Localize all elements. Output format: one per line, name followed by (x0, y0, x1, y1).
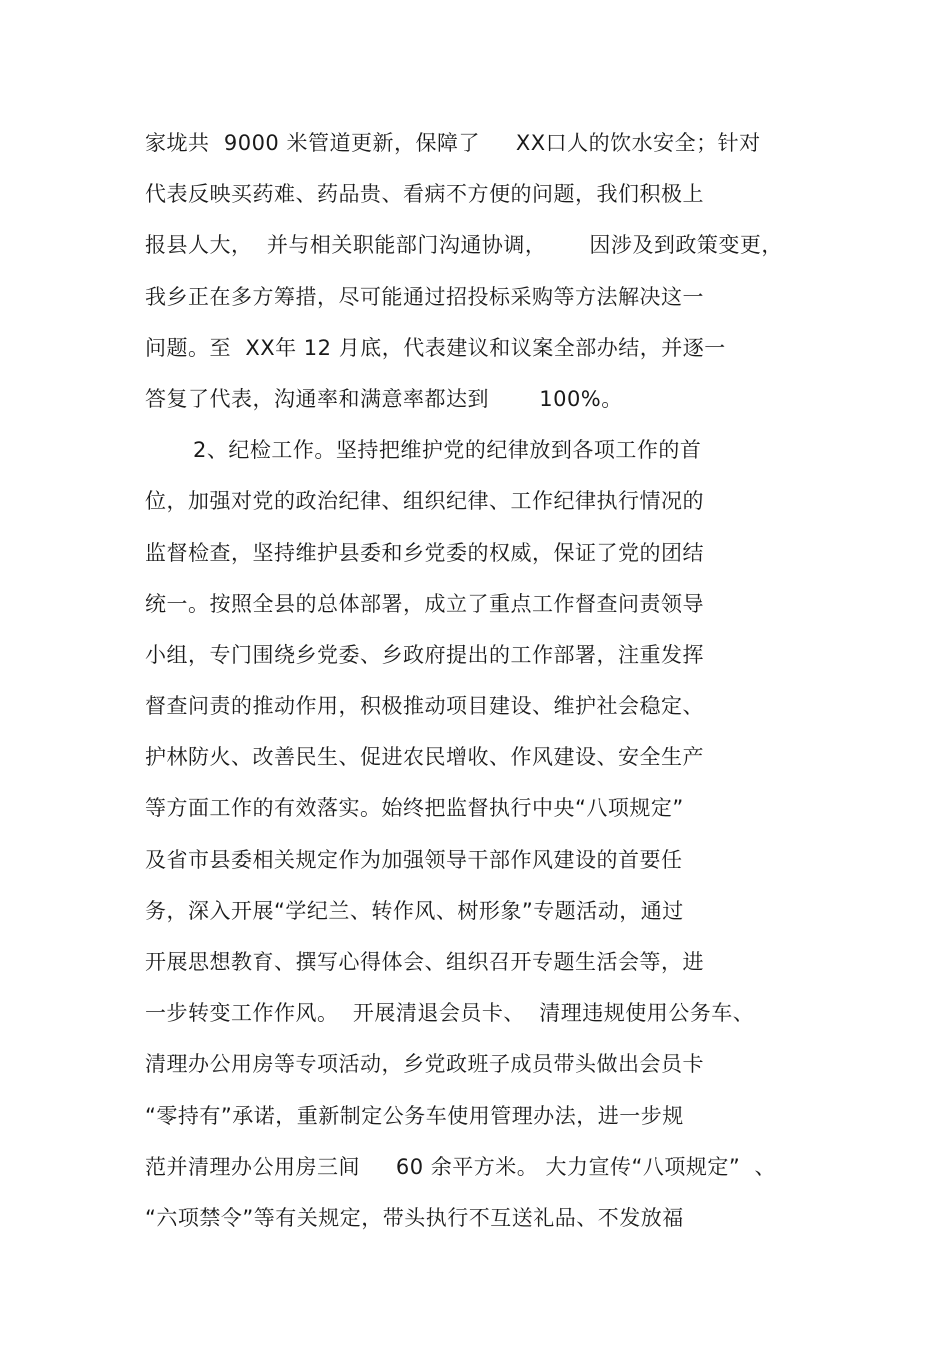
text-line: 监督检查，坚持维护县委和乡党委的权威，保证了党的团结 (145, 540, 704, 565)
text-line: 家垅共 9000 米管道更新，保障了 XX口人的饮水安全；针对 (145, 131, 761, 155)
text-line: 我乡正在多方筹措，尽可能通过招投标采购等方法解决这一 (145, 284, 704, 309)
text-line: 等方面工作的有效落实。始终把监督执行中央“八项规定” (145, 796, 684, 821)
text-line: 护林防火、改善民生、促进农民增收、作风建设、安全生产 (145, 745, 704, 770)
text-line: 清理办公用房等专项活动，乡党政班子成员带头做出会员卡 (145, 1052, 704, 1077)
body-text (145, 118, 825, 1244)
text-line: 一步转变工作作风。 开展清退会员卡、 清理违规使用公务车、 (145, 1001, 755, 1026)
text-line: 代表反映买药难、药品贵、看病不方便的问题，我们积极上 (145, 182, 704, 207)
section-heading-line: 2、纪检工作。坚持把维护党的纪律放到各项工作的首 (193, 438, 702, 463)
text-line: 范并清理办公用房三间 60 余平方米。 大力宣传“八项规定” 、 (145, 1154, 777, 1179)
text-line: 统一。按照全县的总体部署，成立了重点工作督查问责领导 (145, 591, 704, 616)
text-line: 开展思想教育、撰写心得体会、组织召开专题生活会等，进 (145, 950, 704, 974)
text-line: 位，加强对党的政治纪律、组织纪律、工作纪律执行情况的 (145, 489, 704, 514)
text-line: 督查问责的推动作用，积极推动项目建设、维护社会稳定、 (145, 694, 704, 719)
text-line: 问题。至 XX年 12 月底，代表建议和议案全部办结，并逐一 (145, 335, 726, 360)
text-line: “零持有”承诺，重新制定公务车使用管理办法，进一步规 (145, 1103, 684, 1128)
text-line: 及省市县委相关规定作为加强领导干部作风建设的首要任 (145, 847, 683, 872)
text-line: 务，深入开展“学纪兰、转作风、树形象”专题活动，通过 (145, 898, 684, 923)
text-line: 小组，专门围绕乡党委、乡政府提出的工作部署，注重发挥 (145, 642, 704, 667)
text-line: 报县人大， 并与相关职能部门沟通协调， 因涉及到政策变更， (145, 233, 783, 258)
text-line: “六项禁令”等有关规定，带头执行不互送礼品、不发放福 (145, 1205, 684, 1230)
text-line: 答复了代表，沟通率和满意率都达到 100%。 (145, 386, 623, 411)
